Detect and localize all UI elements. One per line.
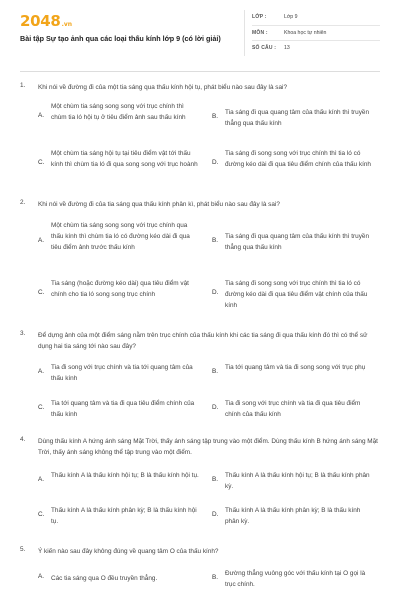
logo-domain: .vn (61, 21, 73, 28)
document-header (0, 0, 400, 66)
option-letter: D. (212, 289, 219, 296)
option-text: Một chùm tia sáng hội tụ tại tiêu điểm vật tới thấu kính thì chùm tia ló đi qua song song với trục hoành (51, 150, 198, 169)
question-number: 2. (20, 199, 26, 206)
option-text: Thấu kính A là thấu kính phân kỳ; B là thấu kính phân kỳ. (225, 507, 361, 526)
option-letter: B. (212, 574, 219, 581)
question-text: Khi nói về đường đi của một tia sáng qua thấu kính hội tụ, phát biểu nào sau đây là sai? (38, 84, 287, 91)
question-text: Dùng thấu kính A hứng ánh sáng Mặt Trời, thấy ánh sáng tập trung vào một điểm. Dùng thấu kính B hứng ánh sáng Mặt Trời, thấy ánh sáng không thể tập trung vào một điểm. (38, 438, 378, 457)
option-text: Một chùm tia sáng song song với trục chính qua thấu kính thì chùm tia ló có đường kéo dài đi qua tiêu điểm ảnh trước thấu kính (51, 222, 190, 252)
option-text: Thấu kính A là thấu kính hội tụ; B là thấu kính phân kỳ. (225, 472, 370, 491)
site-logo[interactable] (20, 12, 72, 30)
meta-label: SỐ CÂU : (252, 45, 277, 51)
option-text: Tia đi song với trục chính và tia đi qua tiêu điểm chính của thấu kính (225, 400, 361, 419)
meta-value: Lớp 9 (284, 14, 298, 20)
option-letter: B. (212, 237, 219, 244)
meta-label: MÔN : (252, 29, 268, 36)
option-text: Các tia sáng qua O đều truyền thẳng. (51, 575, 158, 582)
option-text: Tia đi song với trục chính và tia tới quang tâm của thấu kính (51, 364, 193, 383)
option-letter: C. (38, 159, 45, 166)
question-number: 1. (20, 82, 26, 89)
logo-text: 2048 (20, 12, 61, 30)
option-letter: A. (38, 237, 45, 244)
option-text: Thấu kính A là thấu kính phân kỳ; B là thấu kính hội tụ. (51, 507, 197, 526)
question-text: Khi nói về đường đi của tia sáng qua thấu kính phân kì, phát biểu nào sau đây là sai? (38, 201, 280, 208)
question-number: 3. (20, 330, 26, 337)
option-text: Tia sáng đi song song với trục chính thì tia ló có đường kéo dài đi qua tiêu điểm vật chính của thấu kính (225, 280, 368, 310)
option-text: Tia sáng đi qua quang tâm của thấu kính thì truyền thẳng qua thấu kính (225, 109, 370, 128)
option-letter: C. (38, 511, 45, 518)
option-letter: A. (38, 476, 45, 483)
meta-row-class (252, 10, 380, 26)
option-letter: C. (38, 404, 45, 411)
document-meta (252, 10, 380, 57)
question-number: 5. (20, 546, 26, 553)
meta-value: 13 (284, 45, 290, 51)
option-text: Một chùm tia sáng song song với trục chính thì chùm tia ló hội tụ ở tiêu điểm ảnh sau thấu kính (51, 103, 186, 122)
option-text: Tia sáng đi song song với trục chính thì tia ló có đường kéo dài đi qua tiêu điểm chính của thấu kính (225, 150, 371, 169)
option-text: Tia sáng đi qua quang tâm của thấu kính thì truyền thẳng qua thấu kính (225, 233, 370, 252)
option-letter: A. (38, 112, 45, 119)
option-text: Tia tới quang tâm và tia đi song song với trục phụ (225, 364, 366, 371)
question-text: Để dựng ảnh của một điểm sáng nằm trên trục chính của thấu kính khi các tia sáng đi qua thấu kính đó thì có thể sử dụng hai tia sáng tới nào sau đây? (38, 332, 368, 351)
option-text: Tia sáng (hoặc đường kéo dài) qua tiêu điểm vật chính cho tia ló song song trục chính (51, 280, 189, 299)
option-letter: B. (212, 368, 219, 375)
option-letter: D. (212, 404, 219, 411)
question-text: Ý kiến nào sau đây không đúng về quang tâm O của thấu kính? (38, 548, 219, 555)
meta-value: Khoa học tự nhiên (284, 29, 327, 36)
option-letter: D. (212, 159, 219, 166)
meta-divider (244, 10, 245, 56)
option-letter: D. (212, 511, 219, 518)
option-text: Đường thẳng vuông góc với thấu kính tại O gọi là trục chính. (225, 570, 366, 589)
option-letter: B. (212, 476, 219, 483)
option-text: Tia tới quang tâm và tia đi qua tiêu điểm chính của thấu kính (51, 400, 195, 419)
question-number: 4. (20, 436, 26, 443)
option-text: Thấu kính A là thấu kính hội tụ; B là thấu kính hội tụ. (51, 472, 199, 479)
document-title: Bài tập Sự tạo ảnh qua các loại thấu kính lớp 9 (có lời giải) (20, 34, 221, 43)
option-letter: B. (212, 113, 219, 120)
option-letter: C. (38, 289, 45, 296)
header-divider (20, 71, 380, 72)
meta-label: LỚP : (252, 14, 267, 20)
option-letter: A. (38, 368, 45, 375)
meta-row-subject (252, 26, 380, 42)
option-letter: A. (38, 573, 45, 580)
meta-row-question-count (252, 41, 380, 57)
